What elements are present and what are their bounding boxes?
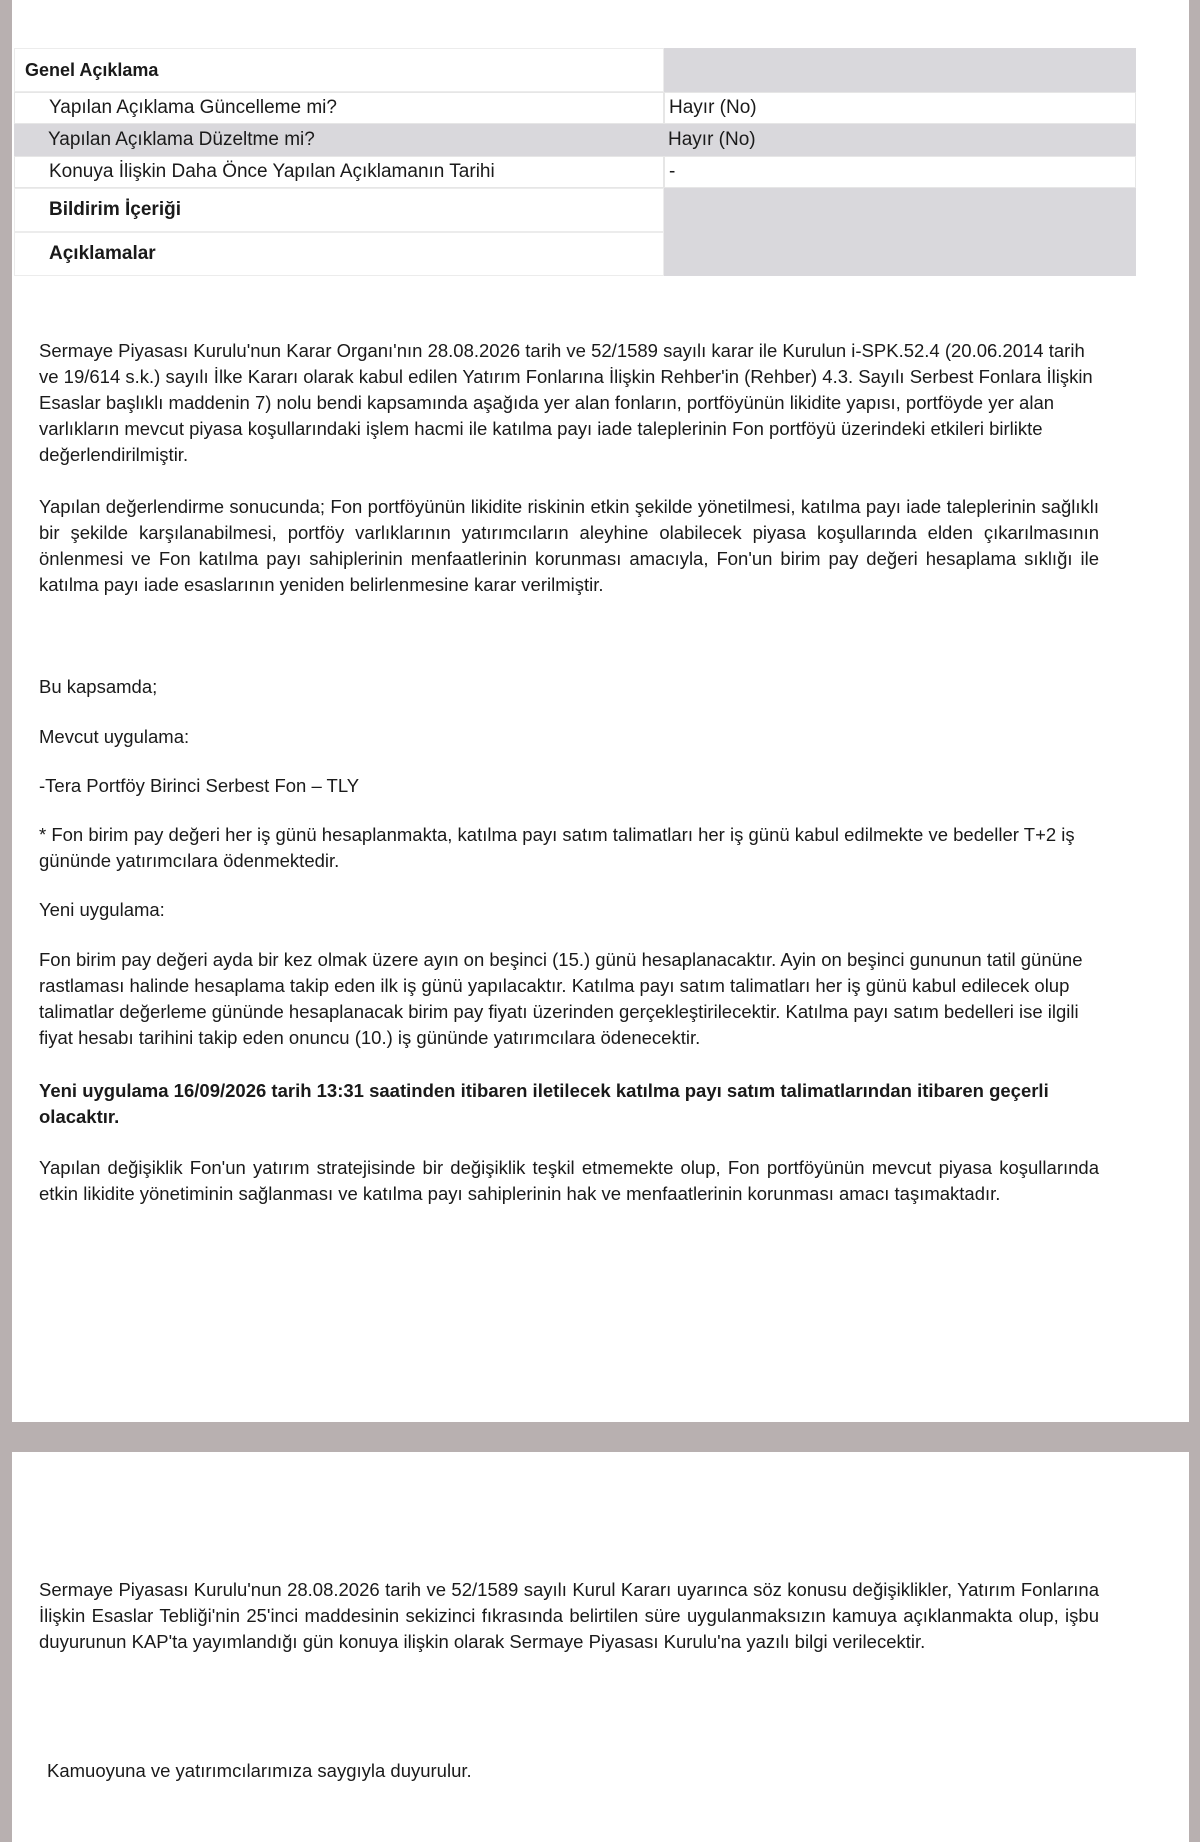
paragraph-effective-date: Yeni uygulama 16/09/2026 tarih 13:31 saatinden itibaren iletilecek katılma payı satım talimatlarından itibaren geçerli olacaktır.: [39, 1080, 1049, 1127]
section-title: Genel Açıklama: [14, 48, 664, 92]
notification-content-label: Bildirim İçeriği: [14, 188, 664, 232]
row-label: Yapılan Açıklama Güncelleme mi?: [14, 92, 664, 124]
row-value: Hayır (No): [664, 124, 1136, 156]
notification-content-cell: [664, 188, 1136, 232]
paragraph-evaluation: Sermaye Piyasası Kurulu'nun Karar Organı'nın 28.08.2026 tarih ve 52/1589 sayılı karar ile Kurulun i-SPK.52.4 (20.06.2014 tarih ve 19/614 s.k.) sayılı İlke Kararı olarak kabul edilen Yatırım Fonlarına İlişkin Rehber'in (Rehber) 4.3. Sayılı Serbest Fonlara İlişkin Esaslar başlıklı maddenin 7) nolu bendi kapsamında aşağıda yer alan fonların, portföyünün likidite yapısı, portföyde yer alan varlıkların mevcut piyasa koşullarındaki işlem hacmi ile katılma payı iade taleplerinin Fon portföyü üzerindeki etkileri birlikte değerlendirilmiştir.: [39, 340, 1093, 465]
table-row: [14, 92, 1136, 124]
table-row: [14, 124, 1136, 156]
general-info-table: [14, 48, 1136, 276]
explanations-label: Açıklamalar: [14, 232, 664, 276]
explanations-cell: [664, 232, 1136, 276]
section-header-cell: [664, 48, 1136, 92]
row-value: -: [664, 156, 1136, 188]
document-page-1: [12, 0, 1189, 1422]
paragraph-strategy-note: Yapılan değişiklik Fon'un yatırım stratejisinde bir değişiklik teşkil etmemekte olup, Fon portföyünün mevcut piyasa koşullarında etkin likidite yönetiminin sağlanması ve katılma payı sahiplerinin hak ve menfaatlerinin korunması amacı taşımaktadır.: [39, 1157, 1099, 1204]
paragraph-fund-name: -Tera Portföy Birinci Serbest Fon – TLY: [39, 775, 360, 796]
paragraph-new-label: Yeni uygulama:: [39, 899, 165, 920]
explanations-row: [14, 232, 1136, 276]
row-value: Hayır (No): [664, 92, 1136, 124]
paragraph-new-practice: Fon birim pay değeri ayda bir kez olmak üzere ayın on beşinci (15.) günü hesaplanacaktır. Ayin on beşinci gununun tatil gününe rastlaması halinde hesaplama takip eden ilk iş günü yapılacaktır. Katılma payı satım talimatları her iş günü kabul edilecek olup talimatlar değerleme gününde hesaplanacak birim pay fiyatı üzerinden gerçekleştirilecektir. Katılma payı satım bedelleri ise ilgili fiyat hesabı tarihini takip eden onuncu (10.) iş gününde yatırımcılara ödenecektir.: [39, 949, 1083, 1048]
table-row: [14, 156, 1136, 188]
row-label: Yapılan Açıklama Düzeltme mi?: [14, 124, 664, 156]
paragraph-scope: Bu kapsamda;: [39, 676, 158, 697]
paragraph-announcement: Kamuoyuna ve yatırımcılarımıza saygıyla duyurulur.: [47, 1760, 472, 1781]
section-header-row: [14, 48, 1136, 92]
paragraph-decision: Yapılan değerlendirme sonucunda; Fon portföyünün likidite riskinin etkin şekilde yönetilmesi, katılma payı iade taleplerinin sağlıklı bir şekilde karşılanabilmesi, portföy varlıklarının yatırımcıların aleyhine olabilecek piyasa koşullarında elden çıkarılmasının önlenmesi ve Fon katılma payı sahiplerinin menfaatlerinin korunması amacıyla, Fon'un birim pay değeri hesaplama sıklığı ile katılma payı iade esaslarının yeniden belirlenmesine karar verilmiştir.: [39, 496, 1099, 595]
paragraph-current-practice: * Fon birim pay değeri her iş günü hesaplanmakta, katılma payı satım talimatları her iş günü kabul edilmekte ve bedeller T+2 iş gününde yatırımcılara ödenmektedir.: [39, 824, 1075, 871]
notification-content-row: [14, 188, 1136, 232]
document-page-2: [12, 1452, 1189, 1842]
row-label: Konuya İlişkin Daha Önce Yapılan Açıklamanın Tarihi: [14, 156, 664, 188]
paragraph-current-label: Mevcut uygulama:: [39, 726, 190, 747]
paragraph-spk-decision: Sermaye Piyasası Kurulu'nun 28.08.2026 tarih ve 52/1589 sayılı Kurul Kararı uyarınca söz konusu değişiklikler, Yatırım Fonlarına İlişkin Esaslar Tebliği'nin 25'inci maddesinin sekizinci fıkrasında belirtilen süre uygulanmaksızın kamuya açıklanmakta olup, işbu duyurunun KAP'ta yayımlandığı gün konuya ilişkin olarak Sermaye Piyasası Kurulu'na yazılı bilgi verilecektir.: [39, 1579, 1099, 1652]
